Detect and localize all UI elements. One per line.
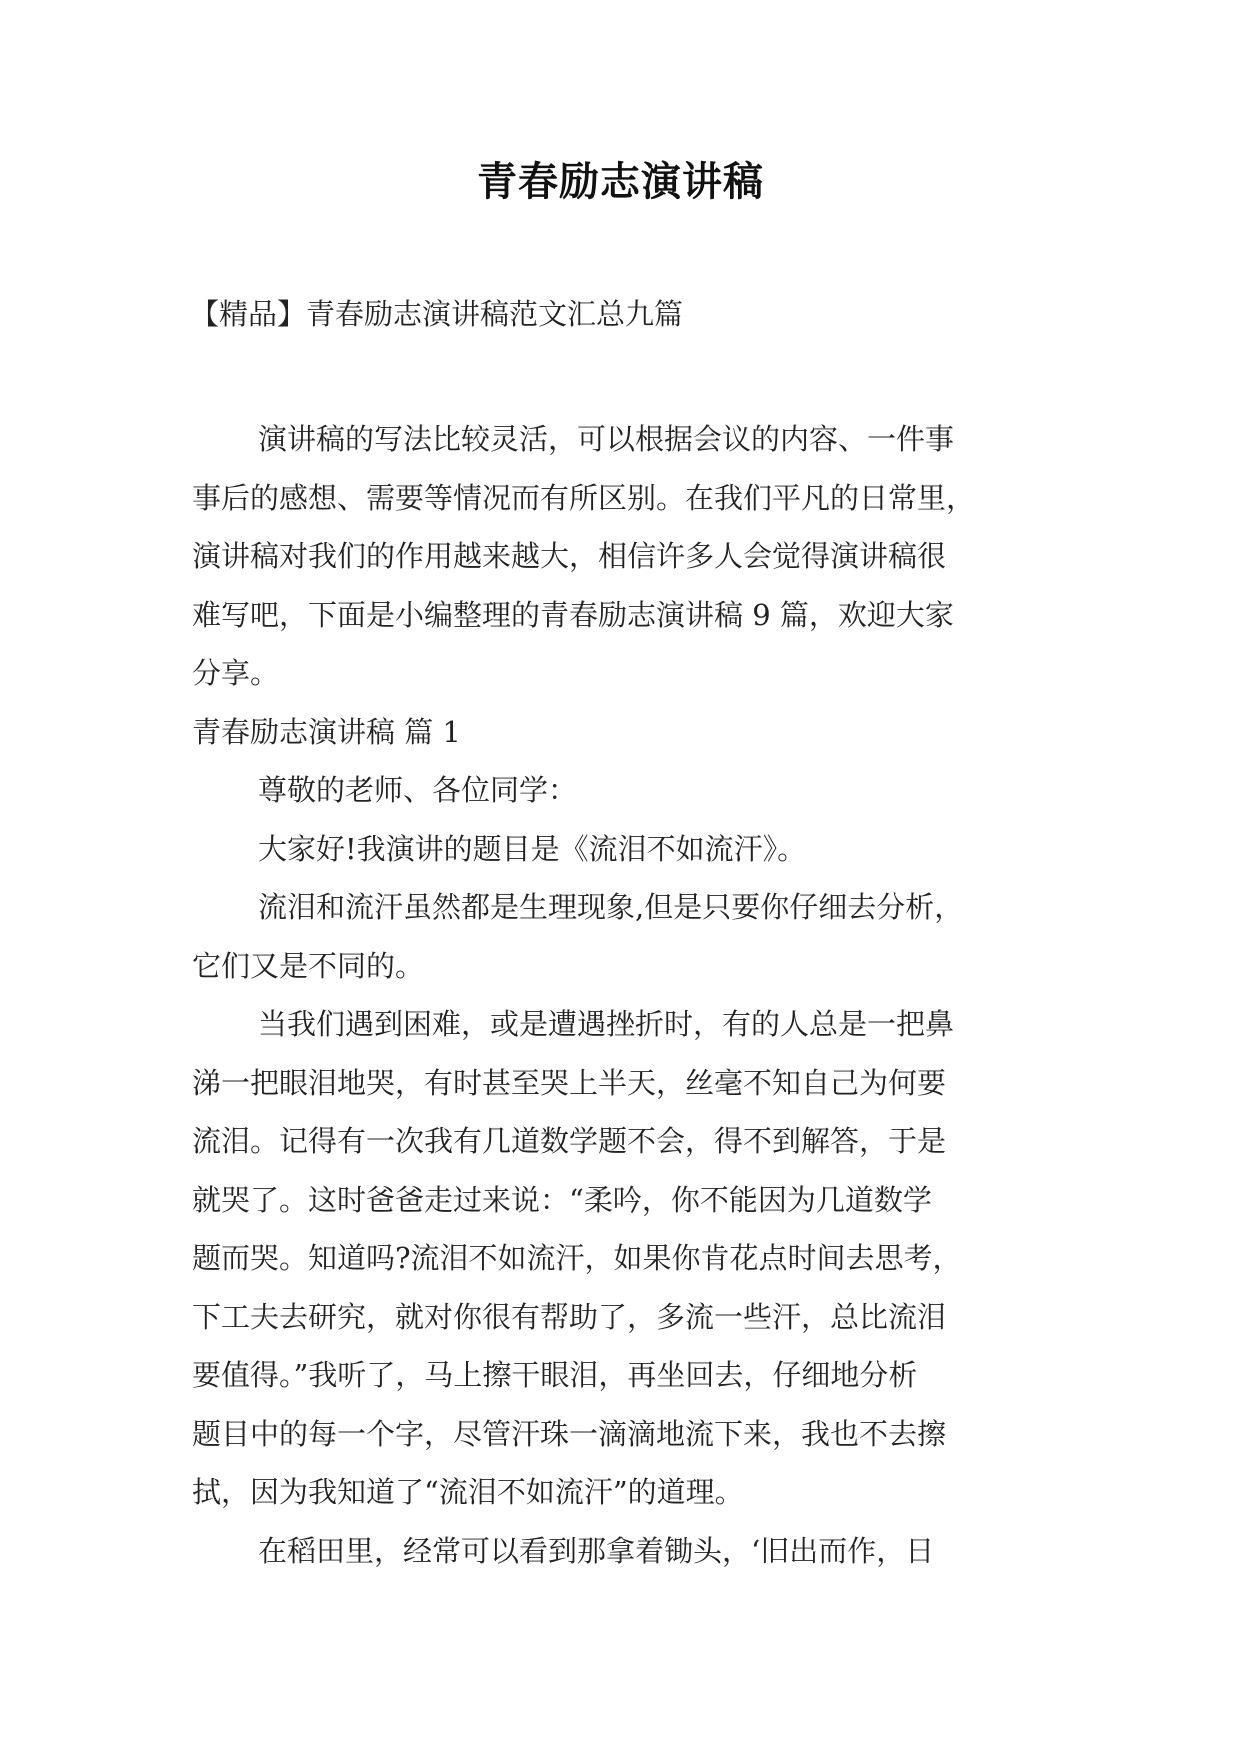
body-line: 尊敬的老师、各位同学： [258, 773, 578, 807]
body-line: 当我们遇到困难，或是遭遇挫折时，有的人总是一把鼻 [258, 1007, 955, 1041]
body-line: 难写吧，下面是小编整理的青春励志演讲稿 9 篇，欢迎大家 [192, 597, 954, 632]
document-title: 青春励志演讲稿 [477, 158, 764, 205]
body-line: 题而哭。知道吗?流泪不如流汗，如果你肯花点时间去思考， [192, 1241, 962, 1275]
body-line: 分享。 [192, 656, 280, 690]
body-line: 流泪。记得有一次我有几道数学题不会，得不到解答，于是 [192, 1124, 947, 1158]
document-body [192, 410, 1052, 1580]
body-line: 大家好!我演讲的题目是《流泪不如流汗》。 [258, 831, 807, 866]
body-line: 就哭了。这时爸爸走过来说：“柔吟，你不能因为几道数学 [192, 1182, 932, 1217]
body-line: 要值得。”我听了，马上擦干眼泪，再坐回去，仔细地分析 [192, 1358, 918, 1392]
body-line: 题目中的每一个字，尽管汗珠一滴滴地流下来，我也不去擦 [192, 1416, 947, 1451]
body-line: 演讲稿的写法比较灵活，可以根据会议的内容、一件事 [258, 422, 955, 456]
section-heading: 青春励志演讲稿 篇 1 [192, 714, 461, 749]
body-line: 在稻田里，经常可以看到那拿着锄头，‘旧出而作，日 [258, 1533, 935, 1568]
body-line: 下工夫去研究，就对你很有帮助了，多流一些汗，总比流泪 [192, 1299, 947, 1334]
body-line: 演讲稿对我们的作用越来越大，相信许多人会觉得演讲稿很 [192, 539, 947, 573]
body-line: 它们又是不同的。 [192, 948, 425, 983]
body-line: 流泪和流汗虽然都是生理现象,但是只要你仔细去分析， [258, 890, 964, 924]
body-line: 事后的感想、需要等情况而有所区别。在我们平凡的日常里， [192, 480, 976, 515]
body-line: 拭，因为我知道了“流泪不如流汗”的道理。 [192, 1475, 744, 1509]
body-line: 涕一把眼泪地哭，有时甚至哭上半天，丝毫不知自己为何要 [192, 1065, 947, 1100]
document-subtitle: 【精品】青春励志演讲稿范文汇总九篇 [190, 297, 684, 331]
